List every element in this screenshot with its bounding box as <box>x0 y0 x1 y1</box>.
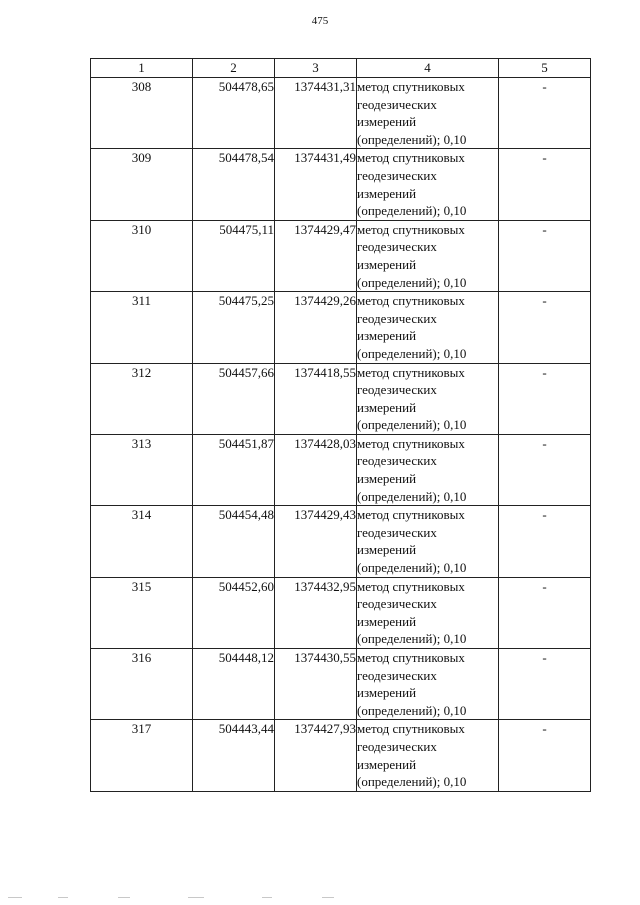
table-row <box>91 292 591 363</box>
method-text-line: геодезических <box>357 310 437 326</box>
y-coordinate-cell: 1374432,95 <box>275 577 357 648</box>
table-row <box>91 577 591 648</box>
method-text-line: измерений <box>357 471 417 487</box>
method-text-line: (определений); 0,10 <box>357 131 467 147</box>
scan-artifacts <box>0 895 640 901</box>
method-text-line: измерений <box>357 685 417 701</box>
description-cell: - <box>499 363 591 434</box>
table-body <box>91 78 591 792</box>
method-text-line: геодезических <box>357 96 437 112</box>
method-text-line: геодезических <box>357 167 437 183</box>
description-cell: - <box>499 577 591 648</box>
table-row <box>91 720 591 791</box>
method-text-line: измерений <box>357 613 417 629</box>
x-coordinate-cell: 504452,60 <box>193 577 275 648</box>
method-text-line: измерений <box>357 756 417 772</box>
method-text-line: геодезических <box>357 596 437 612</box>
y-coordinate-cell: 1374431,31 <box>275 78 357 149</box>
x-coordinate-cell: 504454,48 <box>193 506 275 577</box>
method-text-line: метод спутниковых <box>357 364 465 380</box>
y-coordinate-cell: 1374418,55 <box>275 363 357 434</box>
y-coordinate-cell: 1374429,26 <box>275 292 357 363</box>
method-cell <box>357 506 499 577</box>
method-cell <box>357 363 499 434</box>
description-cell: - <box>499 292 591 363</box>
method-text-line: измерений <box>357 542 417 558</box>
method-text-line: метод спутниковых <box>357 150 465 166</box>
x-coordinate-cell: 504475,11 <box>193 220 275 291</box>
table-row <box>91 434 591 505</box>
y-coordinate-cell: 1374431,49 <box>275 149 357 220</box>
table-header-row <box>91 59 591 78</box>
point-number-cell: 312 <box>91 363 193 434</box>
method-text-line: (определений); 0,10 <box>357 203 467 219</box>
x-coordinate-cell: 504475,25 <box>193 292 275 363</box>
point-number-cell: 309 <box>91 149 193 220</box>
x-coordinate-cell: 504443,44 <box>193 720 275 791</box>
method-text-line: метод спутниковых <box>357 507 465 523</box>
point-number-cell: 317 <box>91 720 193 791</box>
x-coordinate-cell: 504478,65 <box>193 78 275 149</box>
point-number-cell: 315 <box>91 577 193 648</box>
description-cell: - <box>499 78 591 149</box>
point-number-cell: 314 <box>91 506 193 577</box>
method-text-line: (определений); 0,10 <box>357 345 467 361</box>
method-text-line: (определений); 0,10 <box>357 417 467 433</box>
y-coordinate-cell: 1374427,93 <box>275 720 357 791</box>
method-cell <box>357 292 499 363</box>
method-text-line: метод спутниковых <box>357 578 465 594</box>
header-col-5: 5 <box>499 59 591 78</box>
header-col-3: 3 <box>275 59 357 78</box>
point-number-cell: 313 <box>91 434 193 505</box>
method-text-line: измерений <box>357 328 417 344</box>
table-row <box>91 506 591 577</box>
method-cell <box>357 720 499 791</box>
method-cell <box>357 434 499 505</box>
table-row <box>91 649 591 720</box>
point-number-cell: 311 <box>91 292 193 363</box>
method-text-line: (определений); 0,10 <box>357 631 467 647</box>
method-text-line: метод спутниковых <box>357 650 465 665</box>
method-text-line: геодезических <box>357 738 437 754</box>
method-text-line: (определений); 0,10 <box>357 274 467 290</box>
y-coordinate-cell: 1374430,55 <box>275 649 357 720</box>
method-text-line: метод спутниковых <box>357 435 465 451</box>
method-text-line: геодезических <box>357 382 437 398</box>
description-cell: - <box>499 506 591 577</box>
table-row <box>91 363 591 434</box>
table-row <box>91 149 591 220</box>
method-text-line: (определений); 0,10 <box>357 560 467 576</box>
description-cell: - <box>499 649 591 720</box>
x-coordinate-cell: 504451,87 <box>193 434 275 505</box>
method-text-line: метод спутниковых <box>357 721 465 737</box>
point-number-cell: 310 <box>91 220 193 291</box>
method-text-line: метод спутниковых <box>357 221 465 237</box>
method-text-line: геодезических <box>357 524 437 540</box>
header-col-4: 4 <box>357 59 499 78</box>
description-cell: - <box>499 220 591 291</box>
table-row <box>91 78 591 149</box>
method-text-line: метод спутниковых <box>357 293 465 309</box>
header-col-1: 1 <box>91 59 193 78</box>
method-text-line: геодезических <box>357 453 437 469</box>
y-coordinate-cell: 1374429,43 <box>275 506 357 577</box>
method-text-line: измерений <box>357 256 417 272</box>
method-text-line: метод спутниковых <box>357 79 465 94</box>
x-coordinate-cell: 504448,12 <box>193 649 275 720</box>
description-cell: - <box>499 720 591 791</box>
page-number: 475 <box>311 15 329 27</box>
coordinates-table <box>90 58 591 792</box>
point-number-cell: 316 <box>91 649 193 720</box>
method-text-line: (определений); 0,10 <box>357 488 467 504</box>
method-text-line: (определений); 0,10 <box>357 774 467 790</box>
y-coordinate-cell: 1374429,47 <box>275 220 357 291</box>
method-text-line: измерений <box>357 185 417 201</box>
method-text-line: геодезических <box>357 239 437 255</box>
method-cell <box>357 220 499 291</box>
method-cell <box>357 577 499 648</box>
y-coordinate-cell: 1374428,03 <box>275 434 357 505</box>
method-text-line: измерений <box>357 114 417 130</box>
description-cell: - <box>499 434 591 505</box>
method-cell <box>357 149 499 220</box>
table-row <box>91 220 591 291</box>
point-number-cell: 308 <box>91 78 193 149</box>
header-col-2: 2 <box>193 59 275 78</box>
x-coordinate-cell: 504457,66 <box>193 363 275 434</box>
method-cell <box>357 78 499 149</box>
method-text-line: измерений <box>357 399 417 415</box>
method-cell <box>357 649 499 720</box>
method-text-line: (определений); 0,10 <box>357 702 467 718</box>
description-cell: - <box>499 149 591 220</box>
method-text-line: геодезических <box>357 667 437 683</box>
x-coordinate-cell: 504478,54 <box>193 149 275 220</box>
